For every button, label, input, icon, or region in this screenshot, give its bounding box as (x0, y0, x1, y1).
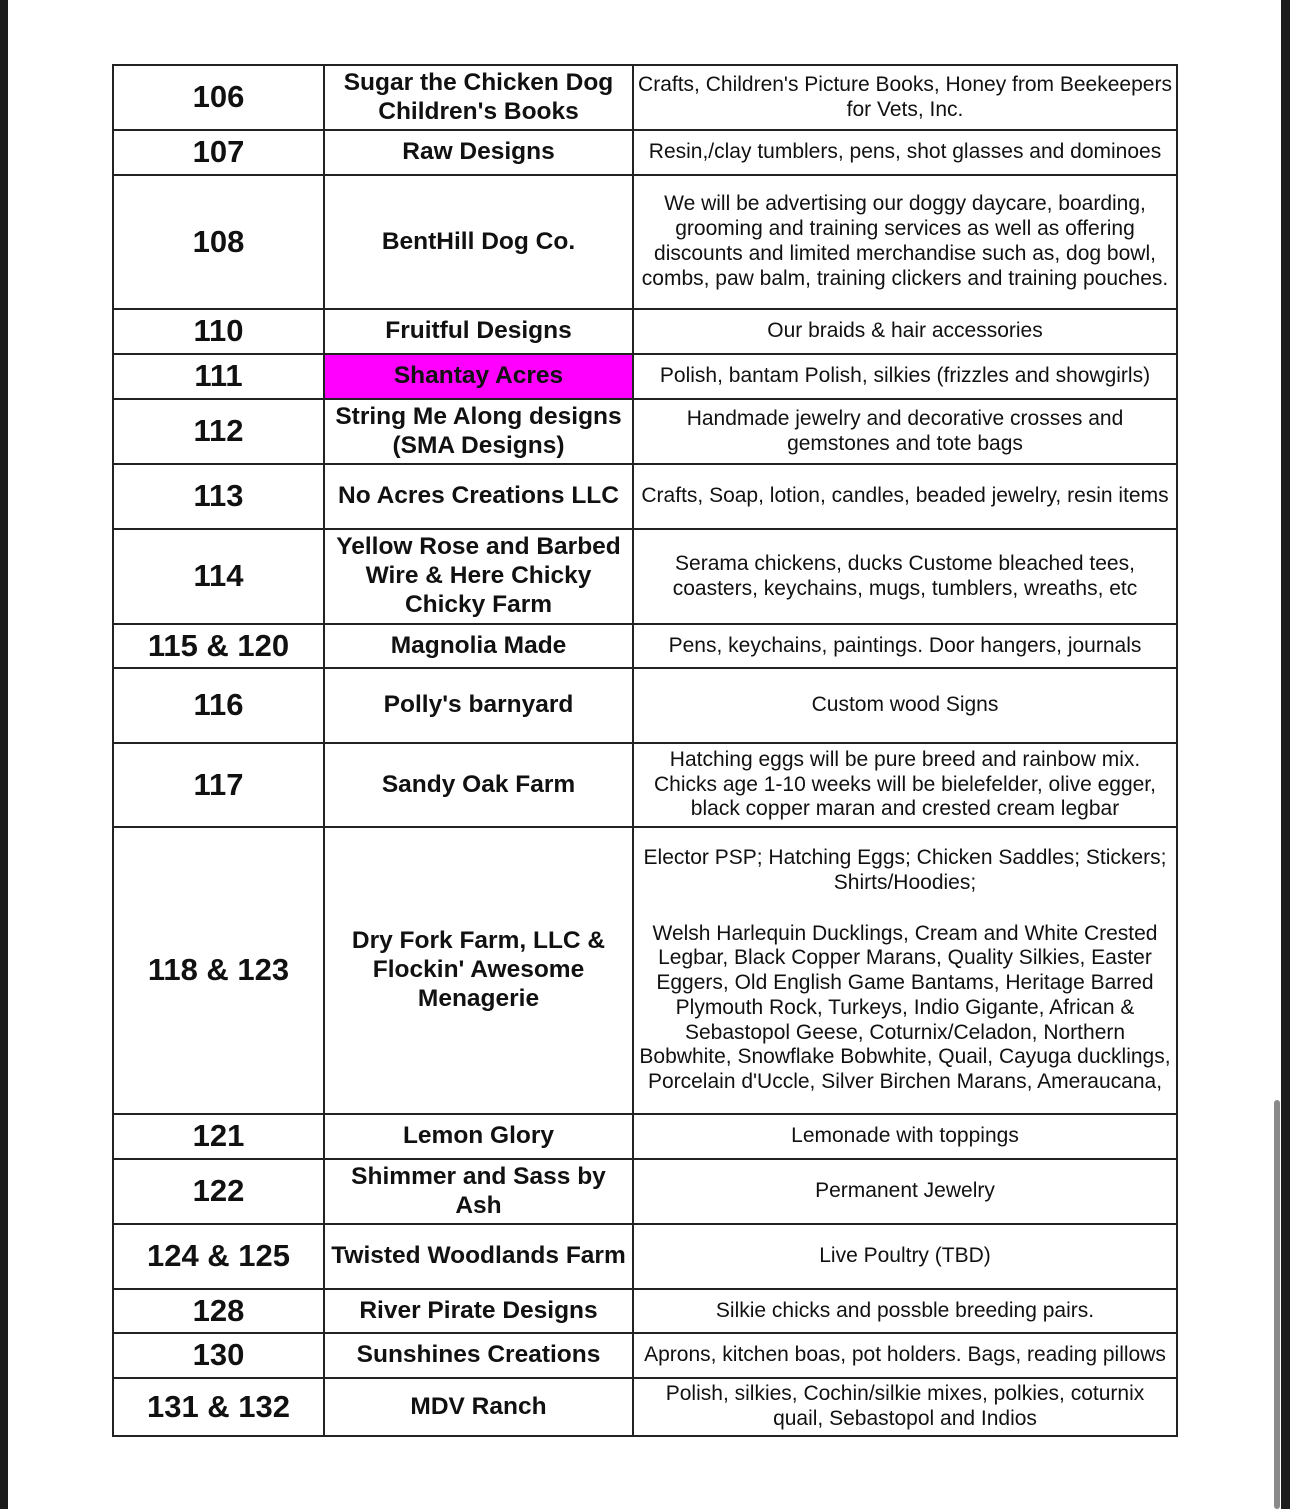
table-row (113, 1378, 1177, 1436)
window-edge-left (0, 0, 8, 1509)
booth-number: 118 & 123 (113, 827, 324, 1114)
table-row (113, 1114, 1177, 1159)
vendor-items: Silkie chicks and possble breeding pairs. (633, 1289, 1177, 1333)
vendor-name: Sugar the Chicken Dog Children's Books (324, 65, 633, 130)
vendor-name: Dry Fork Farm, LLC & Flockin' Awesome Menagerie (324, 827, 633, 1114)
booth-number: 124 & 125 (113, 1224, 324, 1289)
items-paragraph-1: Elector PSP; Hatching Eggs; Chicken Saddles; Stickers; Shirts/Hoodies; (643, 846, 1167, 894)
vendor-name: Sunshines Creations (324, 1333, 633, 1378)
table-row (113, 1159, 1177, 1224)
table-row (113, 354, 1177, 399)
vendor-name: String Me Along designs (SMA Designs) (324, 399, 633, 464)
vendor-name: Polly's barnyard (324, 668, 633, 743)
window-edge-right (1281, 0, 1290, 1509)
booth-number: 131 & 132 (113, 1378, 324, 1436)
table-row (113, 827, 1177, 1114)
vendor-name: Twisted Woodlands Farm (324, 1224, 633, 1289)
vendor-items: Aprons, kitchen boas, pot holders. Bags, reading pillows (633, 1333, 1177, 1378)
scrollbar-thumb[interactable] (1274, 1100, 1280, 1509)
booth-number: 115 & 120 (113, 624, 324, 668)
booth-number: 128 (113, 1289, 324, 1333)
vendor-name: Fruitful Designs (324, 309, 633, 354)
vendor-items: Hatching eggs will be pure breed and rainbow mix. Chicks age 1-10 weeks will be bielefelder, olive egger, black copper maran and crested cream legbar (633, 743, 1177, 827)
vendor-name-highlighted: Shantay Acres (324, 354, 633, 399)
items-paragraph-2: Welsh Harlequin Ducklings, Cream and White Crested Legbar, Black Copper Marans, Quality Silkies, Easter Eggers, Old English Game Bantams, Heritage Barred Plymouth Rock, Turkeys, Indio Gigante, African & Sebastopol Geese, Coturnix/Celadon, Northern Bobwhite, Snowflake Bobwhite, Quail, Cayuga ducklings, Porcelain d'Uccle, Silver Birchen Marans, Ameraucana, (639, 921, 1171, 1094)
booth-number: 121 (113, 1114, 324, 1159)
table-row (113, 309, 1177, 354)
vendor-items: Serama chickens, ducks Custome bleached tees, coasters, keychains, mugs, tumblers, wreaths, etc (633, 529, 1177, 624)
vendor-name: Sandy Oak Farm (324, 743, 633, 827)
vendor-items: Crafts, Children's Picture Books, Honey from Beekeepers for Vets, Inc. (633, 65, 1177, 130)
vendor-items: Polish, bantam Polish, silkies (frizzles and showgirls) (633, 354, 1177, 399)
vendor-name: Raw Designs (324, 130, 633, 175)
booth-number: 107 (113, 130, 324, 175)
booth-number: 106 (113, 65, 324, 130)
vendor-items: Custom wood Signs (633, 668, 1177, 743)
vendor-items: Permanent Jewelry (633, 1159, 1177, 1224)
vendor-table (112, 64, 1178, 1437)
booth-number: 113 (113, 464, 324, 529)
table-row (113, 399, 1177, 464)
table-row (113, 175, 1177, 309)
booth-number: 116 (113, 668, 324, 743)
vendor-items: Crafts, Soap, lotion, candles, beaded jewelry, resin items (633, 464, 1177, 529)
vendor-items: Handmade jewelry and decorative crosses and gemstones and tote bags (633, 399, 1177, 464)
booth-number: 112 (113, 399, 324, 464)
table-row (113, 1289, 1177, 1333)
vendor-items: We will be advertising our doggy daycare, boarding, grooming and training services as well as offering discounts and limited merchandise such as, dog bowl, combs, paw balm, training clickers and training pouches. (633, 175, 1177, 309)
vendor-name: BentHill Dog Co. (324, 175, 633, 309)
vendor-items: Live Poultry (TBD) (633, 1224, 1177, 1289)
table-row (113, 1224, 1177, 1289)
vendor-items: Our braids & hair accessories (633, 309, 1177, 354)
booth-number: 108 (113, 175, 324, 309)
vendor-name: MDV Ranch (324, 1378, 633, 1436)
vendor-name: Shimmer and Sass by Ash (324, 1159, 633, 1224)
booth-number: 111 (113, 354, 324, 399)
table-row (113, 743, 1177, 827)
table-row (113, 130, 1177, 175)
table-row (113, 624, 1177, 668)
table-row (113, 529, 1177, 624)
booth-number: 122 (113, 1159, 324, 1224)
vendor-items: Polish, silkies, Cochin/silkie mixes, polkies, coturnix quail, Sebastopol and Indios (633, 1378, 1177, 1436)
table-row (113, 1333, 1177, 1378)
booth-number: 114 (113, 529, 324, 624)
booth-number: 110 (113, 309, 324, 354)
vendor-items: Lemonade with toppings (633, 1114, 1177, 1159)
table-row (113, 65, 1177, 130)
vendor-items (633, 827, 1177, 1114)
table-row (113, 668, 1177, 743)
booth-number: 130 (113, 1333, 324, 1378)
vendor-items: Resin,/clay tumblers, pens, shot glasses and dominoes (633, 130, 1177, 175)
vendor-name: Lemon Glory (324, 1114, 633, 1159)
paragraph-spacer (638, 896, 1172, 922)
booth-number: 117 (113, 743, 324, 827)
vendor-items: Pens, keychains, paintings. Door hangers, journals (633, 624, 1177, 668)
vendor-name: No Acres Creations LLC (324, 464, 633, 529)
vendor-name: Magnolia Made (324, 624, 633, 668)
table-row (113, 464, 1177, 529)
vendor-name: Yellow Rose and Barbed Wire & Here Chicky Chicky Farm (324, 529, 633, 624)
vendor-name: River Pirate Designs (324, 1289, 633, 1333)
